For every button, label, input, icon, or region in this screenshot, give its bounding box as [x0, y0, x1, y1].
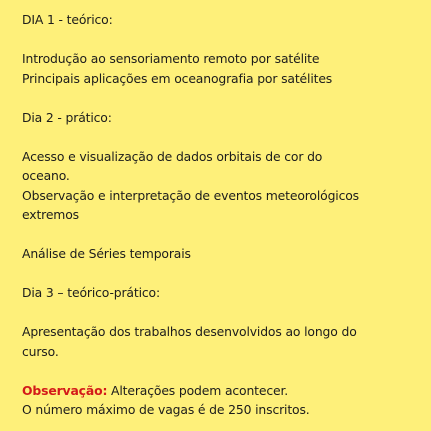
spacer: [22, 303, 431, 323]
spacer: [22, 264, 431, 284]
day1-item-oceanography-applications: Principais aplicações em oceanografia por satélites: [22, 70, 333, 86]
spacer: [22, 361, 431, 381]
spacer: [22, 225, 431, 245]
notice-line: [22, 381, 431, 401]
vacancies-line: O número máximo de vagas é de 250 inscritos.: [22, 402, 310, 417]
day1-heading: DIA 1 - teórico:: [22, 12, 113, 27]
day3-heading: Dia 3 – teórico-prático:: [22, 285, 160, 300]
day2-item-extreme-events-line2: extremos: [22, 207, 79, 222]
notice-text: Alterações podem acontecer.: [107, 382, 289, 398]
day2-heading: Dia 2 - prático:: [22, 109, 112, 125]
notice-label: Observação:: [22, 382, 108, 398]
spacer: [22, 30, 431, 50]
spacer: [22, 127, 431, 147]
day2-item-orbital-data-line2: oceano.: [22, 168, 70, 183]
day2-item-time-series: Análise de Séries temporais: [22, 246, 191, 261]
day3-item-presentation-line2: curso.: [22, 343, 59, 359]
day1-item-remote-sensing: Introdução ao sensoriamento remoto por satélite: [22, 51, 320, 66]
spacer: [22, 88, 431, 108]
day2-item-orbital-data-line1: Acesso e visualização de dados orbitais de cor do: [22, 148, 323, 164]
day2-item-extreme-events-line1: Observação e interpretação de eventos meteorológicos: [22, 187, 359, 203]
day3-item-presentation-line1: Apresentação dos trabalhos desenvolvidos ao longo do: [22, 324, 357, 339]
